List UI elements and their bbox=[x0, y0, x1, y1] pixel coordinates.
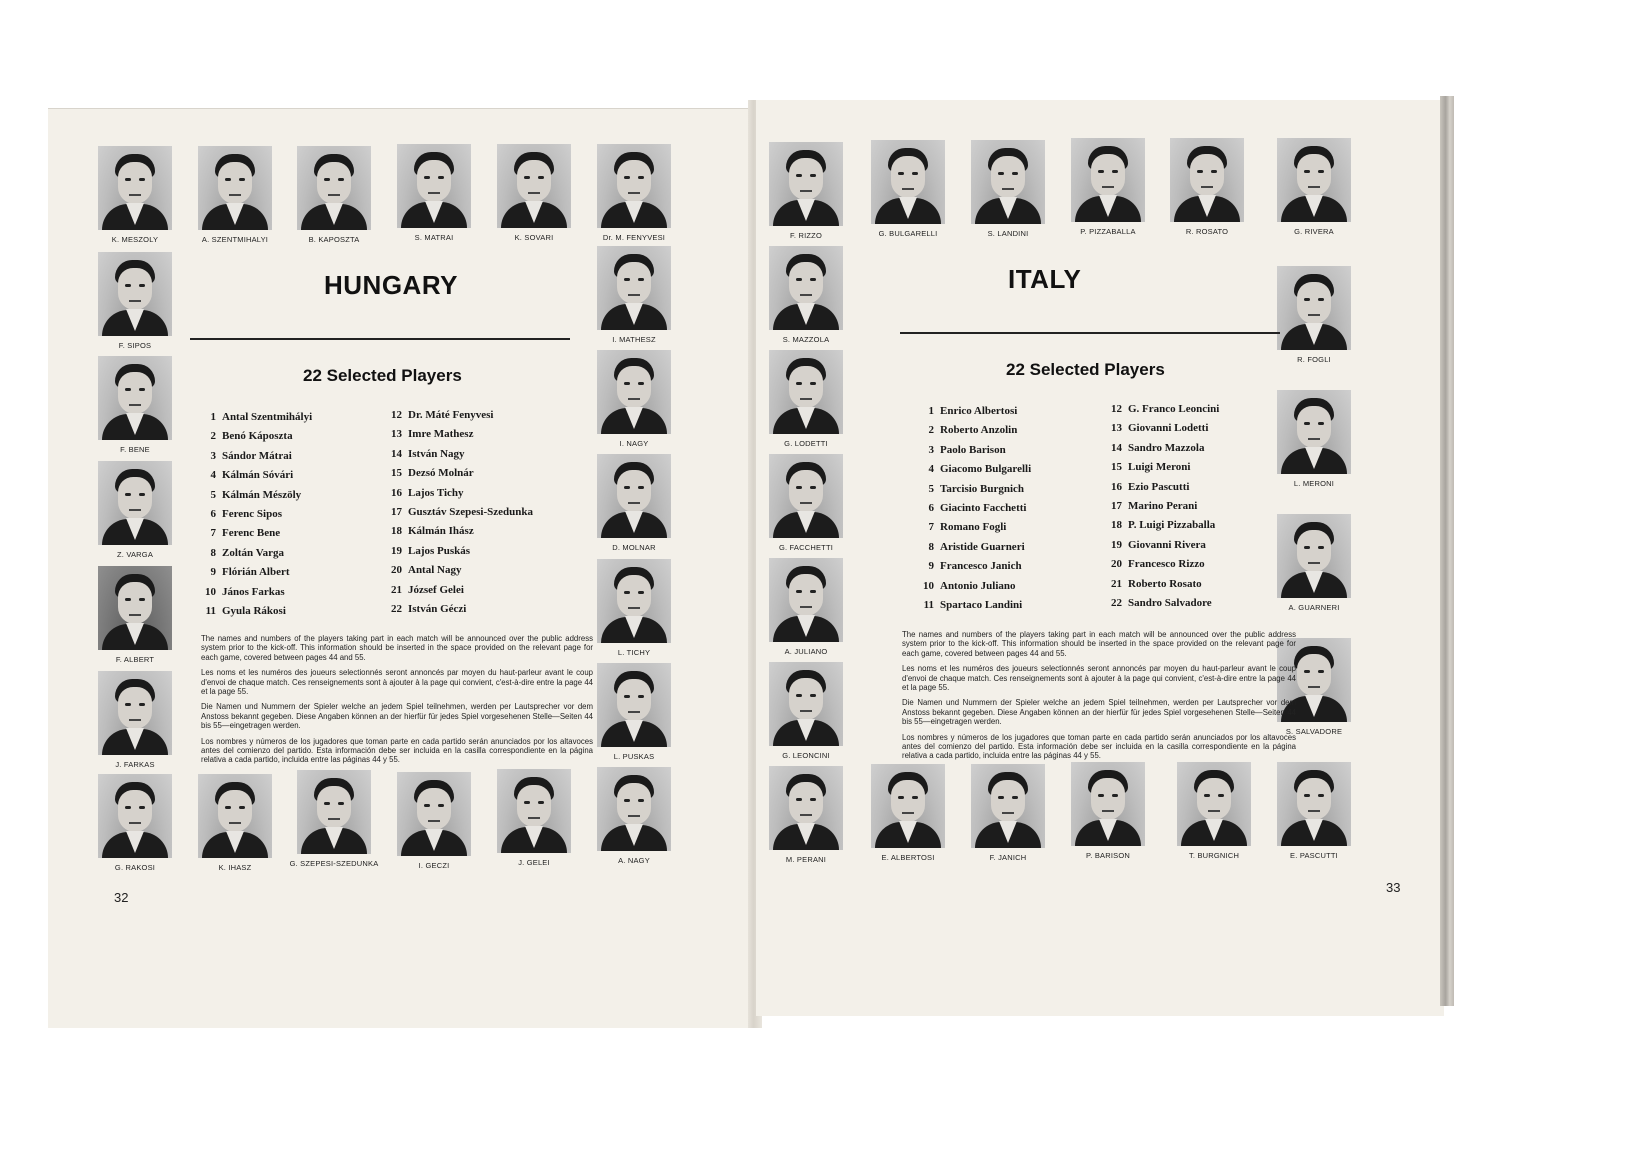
roster-number: 12 bbox=[1111, 403, 1122, 415]
roster-player-name: Antal Szentmihályi bbox=[222, 411, 313, 423]
player-caption: I. MATHESZ bbox=[612, 335, 656, 344]
player-photo bbox=[497, 144, 571, 228]
player-card bbox=[85, 252, 185, 350]
roster-number: 22 bbox=[1111, 597, 1122, 610]
player-card bbox=[484, 144, 584, 242]
player-caption: G. RAKOSI bbox=[114, 863, 156, 872]
roster-player-name: István Nagy bbox=[408, 447, 465, 460]
player-photo bbox=[297, 770, 371, 854]
player-caption: F. SIPOS bbox=[118, 341, 152, 350]
roster-player-name: Romano Fogli bbox=[940, 521, 1007, 534]
roster-entry bbox=[1104, 478, 1219, 497]
section-subtitle: 22 Selected Players bbox=[1006, 360, 1165, 379]
player-photo bbox=[98, 356, 172, 440]
player-caption: E. ALBERTOSI bbox=[881, 853, 935, 862]
roster-number: 6 bbox=[928, 502, 934, 515]
roster-player-name: G. Franco Leoncini bbox=[1128, 403, 1220, 415]
roster-player-name: Enrico Albertosi bbox=[940, 405, 1018, 417]
roster-column bbox=[198, 408, 312, 621]
player-caption: L. TICHY bbox=[617, 648, 651, 657]
player-caption: G. LEONCINI bbox=[782, 751, 830, 760]
player-card bbox=[584, 454, 684, 552]
player-card bbox=[858, 140, 958, 238]
roster-number: 10 bbox=[923, 579, 934, 592]
player-photo bbox=[769, 558, 843, 642]
player-caption: A. JULIANO bbox=[784, 647, 828, 656]
roster-entry bbox=[916, 557, 1031, 576]
roster-entry bbox=[384, 561, 533, 580]
roster-player-name: Giovanni Rivera bbox=[1128, 538, 1206, 551]
roster-entry bbox=[916, 441, 1031, 460]
roster-player-name: Ferenc Bene bbox=[222, 527, 281, 540]
roster-entry bbox=[198, 447, 312, 466]
roster-entry bbox=[198, 583, 312, 602]
title-rule bbox=[900, 332, 1280, 334]
player-card bbox=[1164, 762, 1264, 860]
roster-player-name: Francesco Janich bbox=[940, 560, 1022, 573]
note-english: The names and numbers of the players taking part in each match will be announced over the public address system prior to the kick-off. This information should be inserted in the space provided on the relevant page for each game, covered between pages 44 and 55. bbox=[201, 634, 593, 662]
player-caption: S. MATRAI bbox=[414, 233, 454, 242]
roster-entry bbox=[916, 577, 1031, 596]
player-card bbox=[756, 142, 856, 240]
roster-player-name: Tarcisio Burgnich bbox=[940, 482, 1025, 495]
player-card bbox=[85, 146, 185, 244]
player-card bbox=[85, 774, 185, 872]
roster-player-name: Imre Mathesz bbox=[408, 428, 474, 441]
roster-player-name: Zoltán Varga bbox=[222, 546, 285, 559]
roster-number: 19 bbox=[391, 544, 402, 557]
player-photo bbox=[1071, 138, 1145, 222]
roster-column bbox=[1104, 400, 1219, 613]
player-photo bbox=[1277, 390, 1351, 474]
player-photo bbox=[1277, 266, 1351, 350]
player-photo bbox=[769, 246, 843, 330]
player-caption: K. SOVARI bbox=[514, 233, 554, 242]
note-french: Les noms et les numéros des joueurs selectionnés seront annoncés par moyen du haut-parleur avant le coup d'envoi de chaque match. Ces renseignements sont à ajouter à la page qui convient, c'est-à-dire entre la page 44 et la page 55. bbox=[902, 664, 1296, 693]
player-card bbox=[958, 140, 1058, 238]
roster-number: 11 bbox=[205, 605, 216, 618]
player-card bbox=[484, 769, 584, 867]
player-card bbox=[756, 246, 856, 344]
roster-number: 16 bbox=[391, 486, 402, 499]
player-caption: F. BENE bbox=[120, 445, 150, 454]
player-card bbox=[756, 558, 856, 656]
note-spanish: Los nombres y números de los jugadores que toman parte en cada partido serán anunciados por los altavoces antes del comienzo del partido. Esta información debe ser incluida en la casilla correspondiente en la página relativa a cada partido, incluida entre las páginas 44 y 55. bbox=[201, 736, 593, 765]
roster-player-name: Ezio Pascutti bbox=[1128, 480, 1190, 493]
roster-player-name: Gusztáv Szepesi-Szedunka bbox=[408, 506, 533, 519]
player-card bbox=[584, 144, 684, 242]
roster-number: 10 bbox=[205, 585, 216, 598]
section-subtitle: 22 Selected Players bbox=[303, 366, 462, 385]
roster-player-name: Kálmán Sóvári bbox=[222, 469, 294, 482]
page-title: HUNGARY bbox=[324, 270, 458, 300]
player-card bbox=[858, 764, 958, 862]
roster-number: 13 bbox=[1111, 422, 1122, 435]
roster-number: 4 bbox=[210, 469, 216, 482]
player-caption: P. PIZZABALLA bbox=[1080, 227, 1136, 236]
player-photo bbox=[597, 663, 671, 747]
player-caption: K. MESZOLY bbox=[111, 235, 159, 244]
roster-number: 19 bbox=[1111, 538, 1122, 551]
player-caption: Z. VARGA bbox=[116, 550, 154, 559]
roster-number: 14 bbox=[1111, 441, 1122, 454]
page-title: ITALY bbox=[1008, 264, 1082, 294]
roster-number: 8 bbox=[928, 540, 934, 553]
roster-player-name: Sandro Salvadore bbox=[1128, 597, 1212, 610]
left-page-hungary bbox=[48, 108, 754, 1028]
player-photo bbox=[971, 764, 1045, 848]
roster-number: 2 bbox=[928, 424, 934, 437]
player-photo bbox=[769, 350, 843, 434]
roster-player-name: Dezsó Molnár bbox=[408, 467, 474, 480]
player-caption: F. RIZZO bbox=[789, 231, 822, 240]
roster-number: 6 bbox=[210, 508, 216, 521]
roster-number: 9 bbox=[928, 560, 934, 573]
player-caption: I. NAGY bbox=[619, 439, 649, 448]
player-caption: A. GUARNERI bbox=[1288, 603, 1340, 612]
roster-entry bbox=[1104, 439, 1219, 458]
player-photo bbox=[497, 769, 571, 853]
player-card bbox=[958, 764, 1058, 862]
roster-entry bbox=[198, 524, 312, 543]
roster-number: 15 bbox=[1111, 461, 1122, 474]
roster-player-name: Aristide Guarneri bbox=[940, 540, 1025, 553]
player-card bbox=[756, 454, 856, 552]
player-card bbox=[1157, 138, 1257, 236]
player-caption: L. MERONI bbox=[1293, 479, 1335, 488]
player-photo bbox=[597, 559, 671, 643]
roster-entry bbox=[198, 427, 312, 446]
player-card bbox=[584, 663, 684, 761]
roster-entry bbox=[384, 445, 533, 464]
roster-number: 17 bbox=[391, 506, 402, 519]
player-caption: B. KAPOSZTA bbox=[308, 235, 360, 244]
right-page-italy bbox=[756, 100, 1444, 1016]
roster-player-name: Kálmán Ihász bbox=[408, 525, 474, 538]
player-photo bbox=[971, 140, 1045, 224]
player-card bbox=[584, 559, 684, 657]
roster-entry bbox=[198, 466, 312, 485]
roster-entry bbox=[198, 486, 312, 505]
player-caption: L. PUSKAS bbox=[613, 752, 655, 761]
note-spanish: Los nombres y números de los jugadores que toman parte en cada partido serán anunciados por los altavoces antes del comienzo del partido. Esta información debe ser incluida en la casilla correspondiente en la página relativa a cada partido, incluida entre las páginas 44 y 55. bbox=[902, 732, 1296, 761]
roster-entry bbox=[384, 425, 533, 444]
player-card bbox=[1264, 762, 1364, 860]
player-caption: G. LODETTI bbox=[784, 439, 828, 448]
roster-entry bbox=[916, 518, 1031, 537]
roster-entry bbox=[1104, 458, 1219, 477]
player-photo bbox=[98, 146, 172, 230]
page-number: 33 bbox=[1386, 880, 1401, 895]
roster-entry bbox=[384, 503, 533, 522]
roster-entry bbox=[916, 421, 1031, 440]
roster-player-name: Ferenc Sipos bbox=[222, 508, 282, 521]
player-caption: J. FARKAS bbox=[115, 760, 155, 769]
player-photo bbox=[769, 454, 843, 538]
roster-entry bbox=[1104, 497, 1219, 516]
roster-number: 20 bbox=[391, 564, 402, 577]
player-photo bbox=[597, 144, 671, 228]
player-card bbox=[584, 350, 684, 448]
player-photo bbox=[397, 144, 471, 228]
player-caption: S. LANDINI bbox=[987, 229, 1029, 238]
player-photo bbox=[98, 671, 172, 755]
page-number: 32 bbox=[114, 890, 129, 905]
roster-number: 15 bbox=[391, 467, 402, 480]
roster-number: 18 bbox=[1111, 519, 1122, 532]
note-german: Die Namen und Nummern der Spieler welche an jedem Spiel teilnehmen, werden per Lautsprecher vor dem Anstoss bekannt gegeben. Diese Angaben können an der hierfür für jedes Spiel vorgesehenen Stelle—Seiten 44 bis 55—eingetragen werden. bbox=[902, 698, 1296, 727]
roster-player-name: Marino Perani bbox=[1128, 500, 1198, 513]
roster-entry bbox=[198, 563, 312, 582]
roster-entry bbox=[384, 484, 533, 503]
roster-player-name: Lajos Tichy bbox=[408, 486, 464, 499]
player-card bbox=[756, 662, 856, 760]
roster-entry bbox=[1104, 400, 1219, 419]
roster-number: 8 bbox=[210, 546, 216, 559]
roster-entry bbox=[384, 581, 533, 600]
roster-number: 4 bbox=[928, 463, 934, 476]
player-card bbox=[1264, 390, 1364, 488]
roster-player-name: István Géczi bbox=[408, 603, 467, 616]
player-caption: A. NAGY bbox=[618, 856, 650, 865]
player-caption: A. SZENTMIHALYI bbox=[201, 235, 269, 244]
note-german: Die Namen und Nummern der Spieler welche an jedem Spiel teilnehmen, werden per Lautsprecher vor dem Anstoss bekannt gegeben. Diese Angaben können an der hierfür für jedes Spiel vorgesehenen Stelle—Seiten 44 bis 55—eingetragen werden. bbox=[201, 702, 593, 731]
roster-entry bbox=[198, 408, 312, 427]
roster-player-name: Benó Káposzta bbox=[222, 430, 293, 443]
roster-number: 1 bbox=[210, 411, 216, 423]
roster-player-name: Antal Nagy bbox=[408, 564, 462, 577]
roster-entry bbox=[916, 480, 1031, 499]
player-caption: T. BURGNICH bbox=[1188, 851, 1240, 860]
player-card bbox=[284, 146, 384, 244]
roster-number: 1 bbox=[928, 405, 934, 417]
player-caption: S. SALVADORE bbox=[1285, 727, 1343, 736]
roster-entry bbox=[384, 542, 533, 561]
roster-player-name: Dr. Máté Fenyvesi bbox=[408, 409, 494, 421]
roster-number: 21 bbox=[1111, 577, 1122, 590]
player-card bbox=[756, 350, 856, 448]
roster-number: 21 bbox=[391, 583, 402, 596]
player-card bbox=[85, 566, 185, 664]
roster-player-name: János Farkas bbox=[222, 585, 285, 598]
player-photo bbox=[1277, 138, 1351, 222]
player-photo bbox=[1071, 762, 1145, 846]
player-photo bbox=[597, 454, 671, 538]
roster-number: 22 bbox=[391, 603, 402, 616]
player-photo bbox=[1277, 762, 1351, 846]
note-english: The names and numbers of the players taking part in each match will be announced over the public address system prior to the kick-off. This information should be inserted in the space provided on the relevant page for each game, covered between pages 44 and 55. bbox=[902, 630, 1296, 658]
player-photo bbox=[871, 764, 945, 848]
roster-player-name: P. Luigi Pizzaballa bbox=[1128, 519, 1216, 532]
roster-entry bbox=[916, 499, 1031, 518]
player-card bbox=[1058, 138, 1158, 236]
player-card bbox=[584, 767, 684, 865]
player-photo bbox=[198, 146, 272, 230]
player-photo bbox=[597, 767, 671, 851]
player-photo bbox=[297, 146, 371, 230]
player-card bbox=[1264, 138, 1364, 236]
roster-number: 3 bbox=[210, 449, 216, 462]
roster-player-name: Spartaco Landini bbox=[940, 599, 1023, 612]
roster-player-name: Paolo Barison bbox=[940, 443, 1006, 456]
roster-entry bbox=[198, 602, 312, 621]
player-card bbox=[384, 772, 484, 870]
roster-entry bbox=[916, 460, 1031, 479]
player-caption: G. FACCHETTI bbox=[778, 543, 834, 552]
roster-number: 7 bbox=[928, 521, 934, 534]
roster-column bbox=[384, 406, 533, 619]
player-photo bbox=[769, 662, 843, 746]
roster-entry bbox=[916, 596, 1031, 615]
player-caption: G. SZEPESI-SZEDUNKA bbox=[289, 859, 379, 868]
player-caption: R. ROSATO bbox=[1185, 227, 1229, 236]
roster-player-name: Giacinto Facchetti bbox=[940, 502, 1027, 515]
roster-player-name: Gyula Rákosi bbox=[222, 605, 286, 618]
roster-entry bbox=[916, 402, 1031, 421]
roster-number: 13 bbox=[391, 428, 402, 441]
roster-number: 17 bbox=[1111, 500, 1122, 513]
roster-entry bbox=[198, 505, 312, 524]
player-caption: G. BULGARELLI bbox=[878, 229, 938, 238]
roster-number: 5 bbox=[928, 482, 934, 495]
roster-number: 7 bbox=[210, 527, 216, 540]
player-caption: F. ALBERT bbox=[115, 655, 155, 664]
player-caption: S. MAZZOLA bbox=[782, 335, 830, 344]
roster-entry bbox=[384, 406, 533, 425]
roster-player-name: Giacomo Bulgarelli bbox=[940, 463, 1032, 476]
roster-player-name: Flórián Albert bbox=[222, 566, 290, 579]
roster-player-name: Giovanni Lodetti bbox=[1128, 422, 1209, 435]
player-card bbox=[85, 356, 185, 454]
player-caption: F. JANICH bbox=[989, 853, 1027, 862]
roster-number: 3 bbox=[928, 443, 934, 456]
roster-player-name: József Gelei bbox=[408, 583, 464, 596]
player-photo bbox=[1177, 762, 1251, 846]
roster-entry bbox=[1104, 555, 1219, 574]
player-caption: R. FOGLI bbox=[1297, 355, 1331, 364]
player-caption: K. IHASZ bbox=[218, 863, 252, 872]
player-caption: D. MOLNAR bbox=[612, 543, 656, 552]
roster-entry bbox=[916, 538, 1031, 557]
roster-entry bbox=[384, 464, 533, 483]
player-photo bbox=[1277, 514, 1351, 598]
roster-number: 14 bbox=[391, 447, 402, 460]
roster-entry bbox=[384, 600, 533, 619]
player-card bbox=[1264, 266, 1364, 364]
roster-number: 9 bbox=[210, 566, 216, 579]
player-caption: I. GECZI bbox=[418, 861, 450, 870]
player-card bbox=[185, 146, 285, 244]
player-card bbox=[584, 246, 684, 344]
player-caption: J. GELEI bbox=[518, 858, 550, 867]
roster-player-name: Sándor Mátrai bbox=[222, 449, 292, 462]
player-caption: G. RIVERA bbox=[1294, 227, 1334, 236]
roster-number: 18 bbox=[391, 525, 402, 538]
player-card bbox=[756, 766, 856, 864]
roster-number: 2 bbox=[210, 430, 216, 443]
player-photo bbox=[871, 140, 945, 224]
player-photo bbox=[98, 774, 172, 858]
player-card bbox=[85, 671, 185, 769]
player-caption: P. BARISON bbox=[1086, 851, 1130, 860]
roster-player-name: Kálmán Mészöly bbox=[222, 488, 302, 501]
player-card bbox=[284, 770, 384, 868]
roster-number: 11 bbox=[923, 599, 934, 612]
player-photo bbox=[198, 774, 272, 858]
roster-entry bbox=[1104, 536, 1219, 555]
roster-number: 16 bbox=[1111, 480, 1122, 493]
roster-number: 20 bbox=[1111, 558, 1122, 571]
player-card bbox=[85, 461, 185, 559]
player-photo bbox=[98, 566, 172, 650]
player-card bbox=[384, 144, 484, 242]
player-photo bbox=[98, 461, 172, 545]
roster-entry bbox=[1104, 419, 1219, 438]
player-photo bbox=[98, 252, 172, 336]
page-edge-stack bbox=[1440, 96, 1454, 1006]
player-photo bbox=[597, 246, 671, 330]
roster-entry bbox=[1104, 594, 1219, 613]
player-caption: E. PASCUTTI bbox=[1290, 851, 1338, 860]
roster-player-name: Roberto Rosato bbox=[1128, 577, 1202, 590]
player-photo bbox=[769, 766, 843, 850]
note-french: Les noms et les numéros des joueurs selectionnés seront annoncés par moyen du haut-parleur avant le coup d'envoi de chaque match. Ces renseignements sont à ajouter à la page qui convient, c'est-à-dire entre la page 44 et la page 55. bbox=[201, 668, 593, 697]
player-card bbox=[1264, 514, 1364, 612]
player-photo bbox=[597, 350, 671, 434]
roster-player-name: Luigi Meroni bbox=[1128, 461, 1191, 474]
roster-player-name: Antonio Juliano bbox=[940, 579, 1016, 592]
announcement-notes bbox=[201, 634, 593, 771]
roster-number: 5 bbox=[210, 488, 216, 501]
announcement-notes bbox=[902, 630, 1296, 767]
player-caption: M. PERANI bbox=[785, 855, 827, 864]
roster-entry bbox=[198, 544, 312, 563]
player-caption: Dr. M. FENYVESI bbox=[602, 233, 666, 242]
roster-player-name: Lajos Puskás bbox=[408, 544, 471, 557]
roster-entry bbox=[384, 522, 533, 541]
player-photo bbox=[1170, 138, 1244, 222]
player-card bbox=[1058, 762, 1158, 860]
roster-number: 12 bbox=[391, 409, 402, 421]
roster-entry bbox=[1104, 516, 1219, 535]
roster-player-name: Sandro Mazzola bbox=[1128, 441, 1205, 454]
roster-player-name: Roberto Anzolin bbox=[940, 424, 1018, 437]
roster-column bbox=[916, 402, 1031, 615]
title-rule bbox=[190, 338, 570, 340]
player-photo bbox=[397, 772, 471, 856]
roster-player-name: Francesco Rizzo bbox=[1128, 558, 1205, 571]
player-card bbox=[185, 774, 285, 872]
player-photo bbox=[769, 142, 843, 226]
roster-entry bbox=[1104, 575, 1219, 594]
